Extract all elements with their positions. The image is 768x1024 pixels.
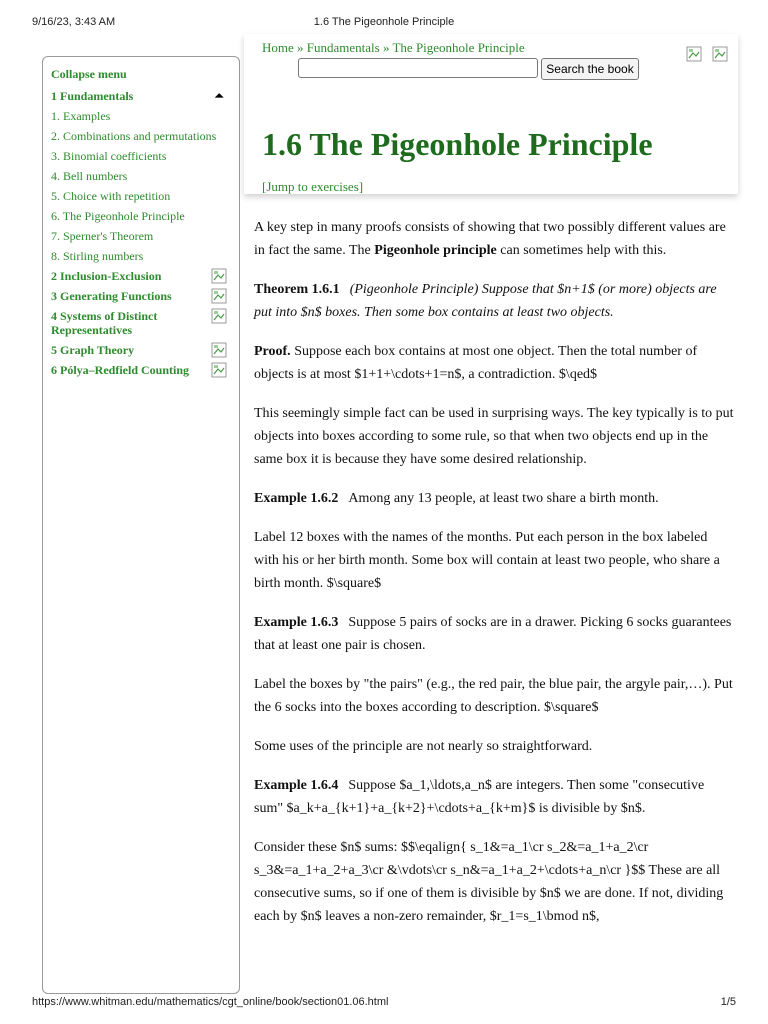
sidebar-chapter-label: 1 Fundamentals [51, 89, 134, 103]
example-label: Example 1.6.4 [254, 778, 339, 793]
breadcrumb-fundamentals[interactable]: Fundamentals [306, 40, 380, 55]
collapse-menu-link[interactable]: Collapse menu [51, 67, 127, 81]
theorem-text: (Pigeonhole Principle) Suppose that $n+1$ (or more) objects are put into $n$ boxes. Then some box contains at least two objects. [254, 282, 717, 320]
print-page-number: 1/5 [720, 996, 736, 1008]
paragraph-intro [254, 216, 734, 262]
jump-to-exercises-link[interactable]: [Jump to exercises] [262, 179, 364, 194]
print-footer [32, 996, 736, 1012]
paragraph-sums: Consider these $n$ sums: $$\eqalign{ s_1&=a_1\cr s_2&=a_1+a_2\cr s_3&=a_1+a_2+a_3\cr &\vdots\cr s_n&=a_1+a_2+\cdots+a_n\cr }$$ These are all consecutive sums, so if one of them is divisible by $n$ we are done. If not, dividing each by $n$ leaves a non-zero remainder, $r_1=s_1\bmod n$, [254, 840, 724, 924]
proof-block [254, 340, 734, 386]
paragraph-surprising: This seemingly simple fact can be used in surprising ways. The key typically is to put objects into boxes according to some rule, so that when two objects end up in the same box it is because they have some desired relationship. [254, 406, 734, 467]
paragraph-socks: Label the boxes by "the pairs" (e.g., the red pair, the blue pair, the argyle pair,…). Put the 6 socks into the boxes according to description. $\square$ [254, 677, 733, 715]
top-icons [686, 46, 734, 64]
sidebar-item-binomial[interactable]: 3. Binomial coefficients [51, 149, 167, 163]
sidebar-chapter-label: 5 Graph Theory [51, 343, 135, 357]
sidebar-item-bell[interactable]: 4. Bell numbers [51, 169, 128, 183]
sidebar-chapter-label: 2 Inclusion-Exclusion [51, 269, 162, 283]
proof-text: Suppose each box contains at most one object. Then the total number of objects is at most $1+1+\cdots+1=n$, a contradiction. $\qed$ [254, 344, 698, 382]
sidebar-item-choice[interactable]: 5. Choice with repetition [51, 189, 171, 203]
sidebar-item-combinations[interactable]: 2. Combinations and permutations [51, 129, 217, 143]
broken-image-icon[interactable] [211, 288, 227, 304]
sidebar-chapter-polya[interactable] [51, 363, 231, 377]
search-button[interactable]: Search the book [541, 58, 639, 80]
paragraph-months: Label 12 boxes with the names of the months. Put each person in the box labeled with his or her birth month. Some box will contain at least two people, who share a birth month. $\square$ [254, 530, 720, 591]
search-input[interactable] [298, 58, 538, 78]
intro-text-end: can sometimes help with this. [496, 243, 667, 258]
sidebar-item-examples[interactable]: 1. Examples [51, 109, 111, 123]
breadcrumb-home[interactable]: Home [262, 40, 294, 55]
broken-image-icon[interactable] [211, 268, 227, 284]
print-doc-title: 1.6 The Pigeonhole Principle [313, 16, 455, 28]
term-pigeonhole: Pigeonhole principle [374, 243, 497, 258]
sidebar-chapter-label: 3 Generating Functions [51, 289, 172, 303]
page-title: 1.6 The Pigeonhole Principle [262, 126, 653, 162]
example-1-6-3 [254, 611, 734, 657]
example-text: Among any 13 people, at least two share a birth month. [348, 491, 659, 506]
sidebar-chapter-inclusion-exclusion[interactable] [51, 269, 231, 283]
sidebar-item-pigeonhole[interactable]: 6. The Pigeonhole Principle [51, 209, 185, 223]
theorem-label: Theorem 1.6.1 [254, 282, 340, 297]
breadcrumb-separator: » [379, 40, 393, 55]
sidebar-chapter-graph-theory[interactable] [51, 343, 231, 357]
collapse-up-icon[interactable]: ⏶ [214, 90, 224, 102]
example-text: Suppose 5 pairs of socks are in a drawer. Picking 6 socks guarantees that at least one pair is chosen. [254, 615, 732, 653]
theorem-block [254, 278, 734, 324]
breadcrumb [262, 40, 525, 56]
sidebar-chapter-fundamentals[interactable] [51, 89, 231, 103]
breadcrumb-separator: » [293, 40, 307, 55]
broken-image-icon[interactable] [211, 342, 227, 358]
example-1-6-4 [254, 774, 734, 820]
sidebar-chapter-label: 6 Pólya–Redfield Counting [51, 363, 190, 377]
broken-image-icon[interactable] [211, 362, 227, 378]
example-1-6-2 [254, 487, 734, 510]
example-label: Example 1.6.3 [254, 615, 339, 630]
sidebar-item-stirling[interactable]: 8. Stirling numbers [51, 249, 144, 263]
proof-label: Proof. [254, 344, 291, 359]
print-timestamp: 9/16/23, 3:43 AM [32, 16, 116, 28]
broken-image-icon[interactable] [211, 308, 227, 324]
header-panel [244, 34, 738, 194]
print-header [32, 16, 736, 32]
broken-image-icon[interactable] [686, 46, 702, 62]
sidebar-chapter-sdr[interactable] [51, 309, 231, 337]
paragraph-uses: Some uses of the principle are not nearly so straightforward. [254, 739, 593, 754]
main-content [254, 216, 734, 944]
breadcrumb-current[interactable]: The Pigeonhole Principle [392, 40, 525, 55]
intro-text: A key step in many proofs consists of showing that two possibly different values are in fact the same. The [254, 220, 726, 258]
sidebar-menu [42, 56, 240, 994]
broken-image-icon[interactable] [712, 46, 728, 62]
example-text: Suppose $a_1,\ldots,a_n$ are integers. Then some "consecutive sum" $a_k+a_{k+1}+a_{k+2}+\cdots+a_{k+m}$ is divisible by $n$. [254, 778, 705, 816]
sidebar-chapter-label: 4 Systems of Distinct Representatives [51, 309, 158, 337]
sidebar-chapter-generating-functions[interactable] [51, 289, 231, 303]
print-url: https://www.whitman.edu/mathematics/cgt_online/book/section01.06.html [32, 996, 389, 1008]
sidebar-item-sperner[interactable]: 7. Sperner's Theorem [51, 229, 154, 243]
example-label: Example 1.6.2 [254, 491, 339, 506]
